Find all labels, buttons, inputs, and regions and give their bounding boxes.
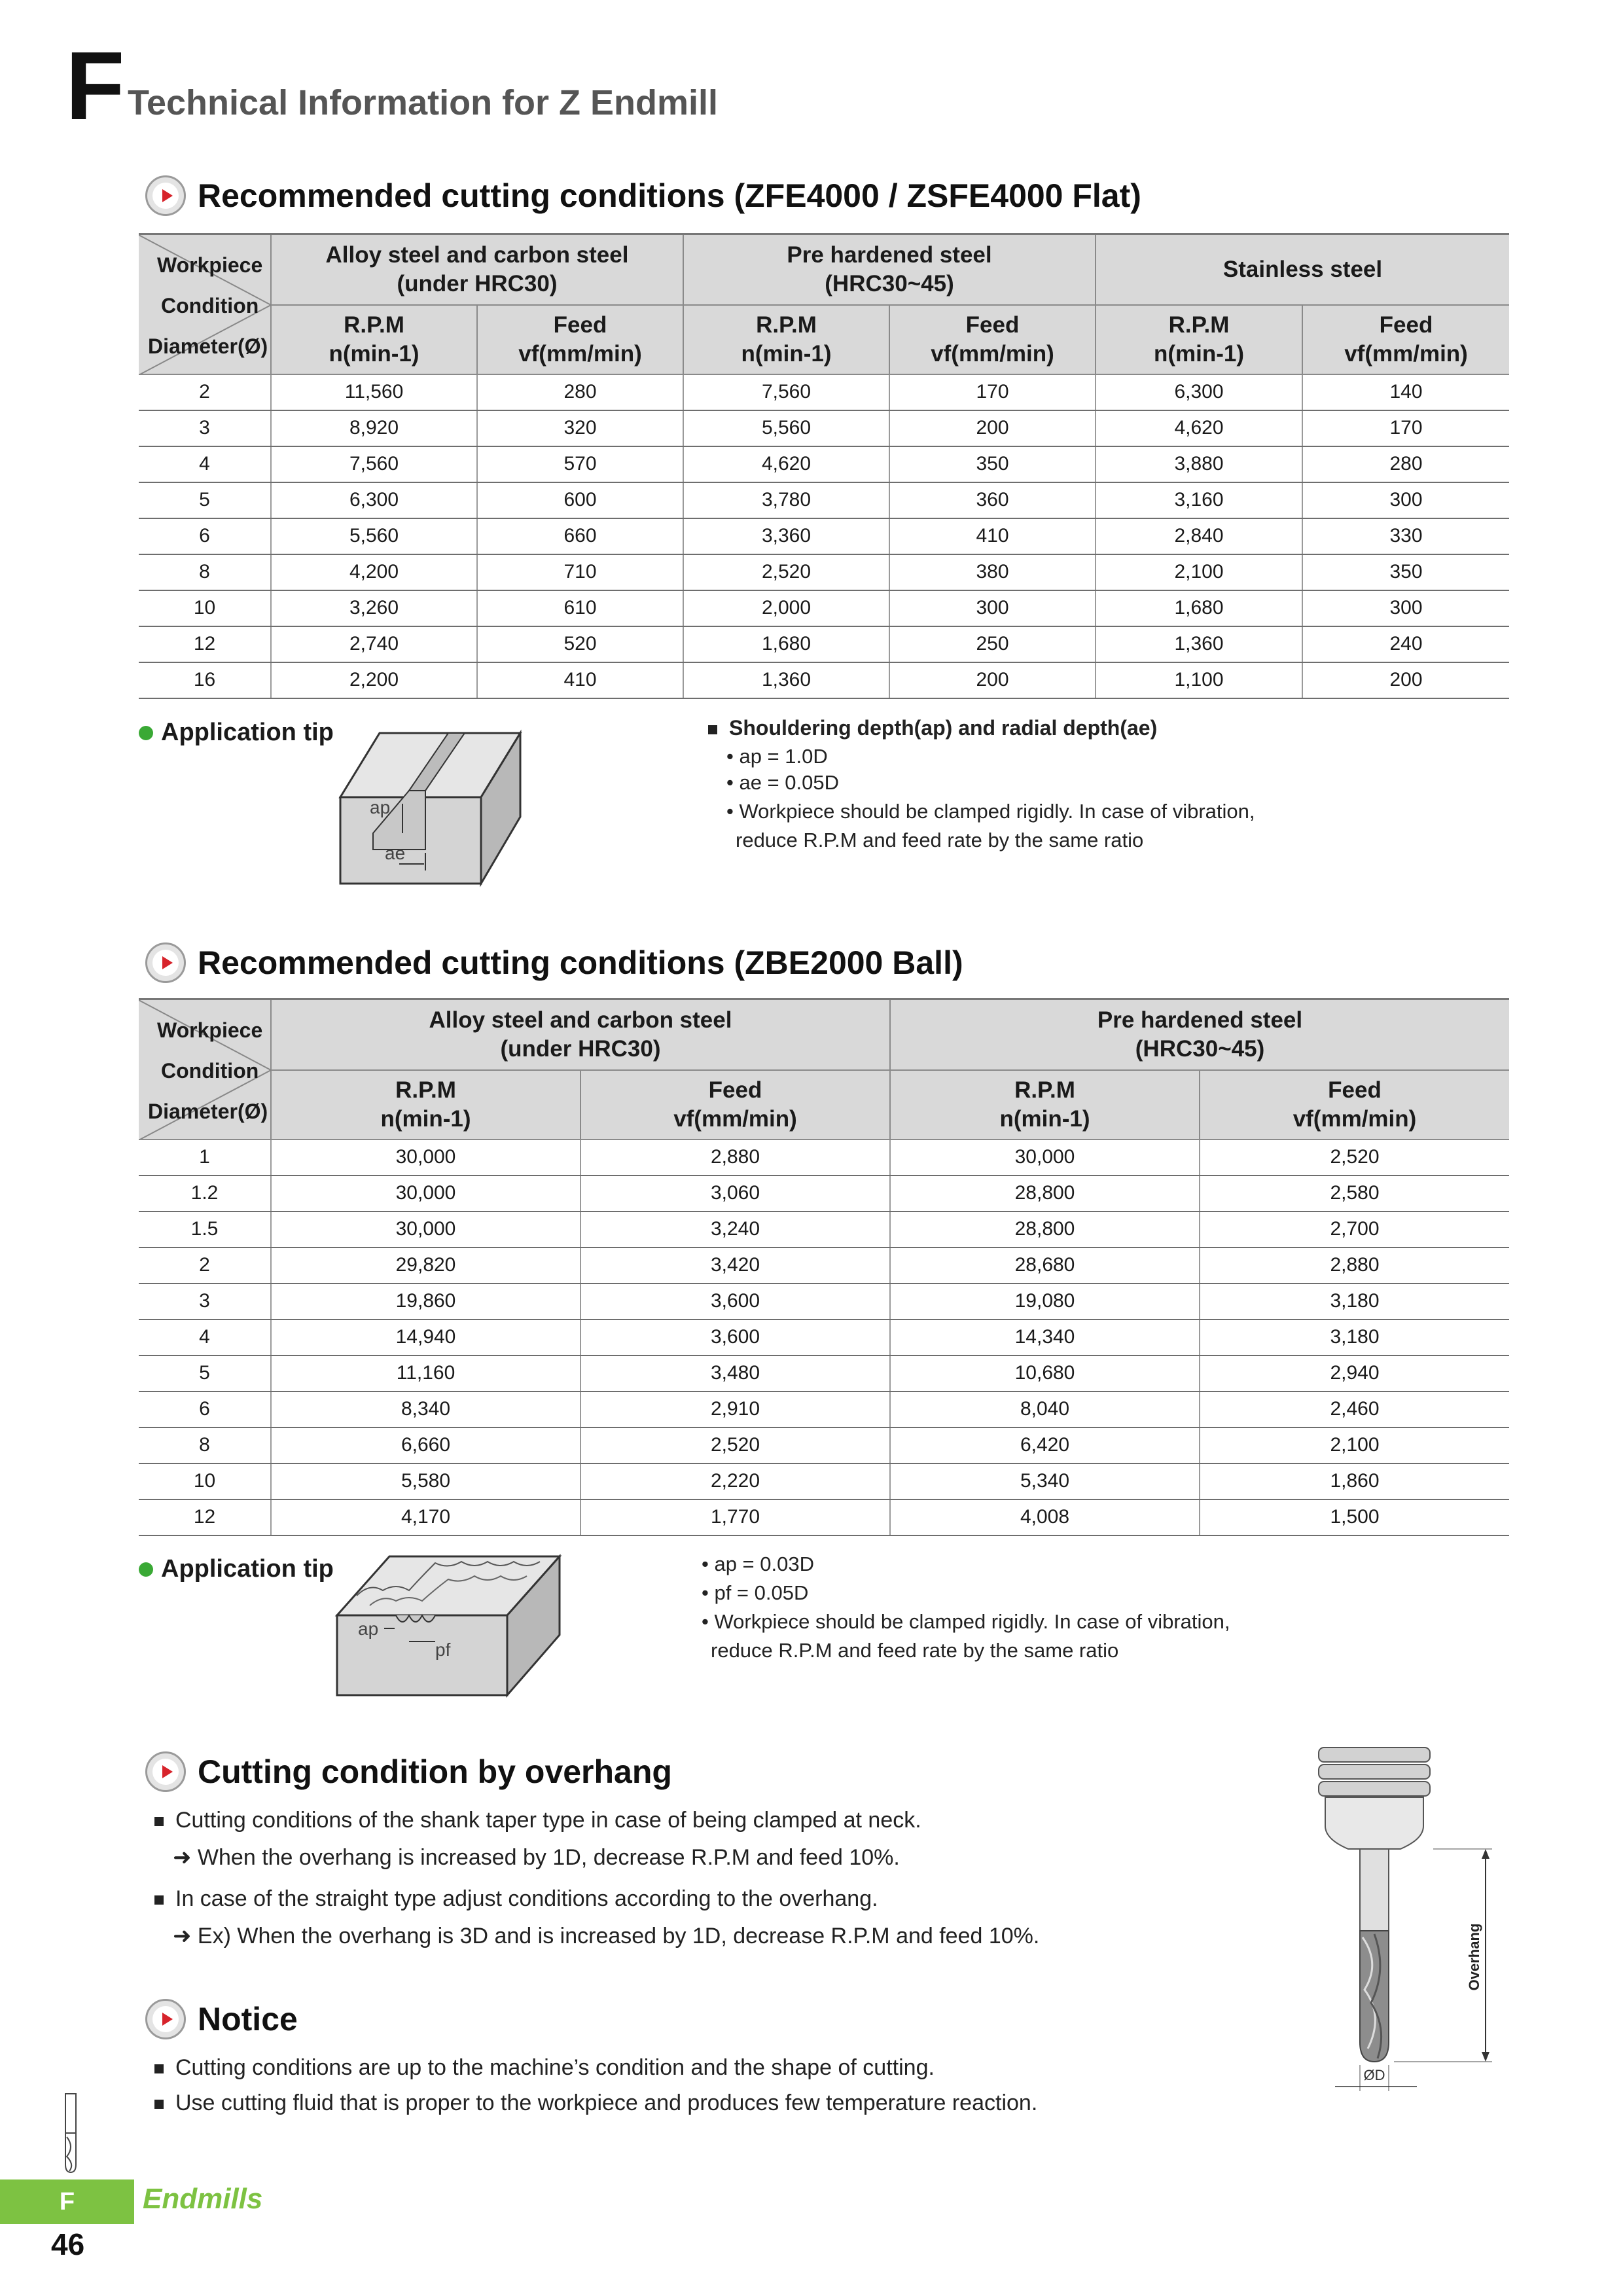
col-header-rpm-unit: n(min-1) [999,1105,1090,1132]
col-header-feed-unit: vf(mm/min) [931,340,1054,367]
value-cell: 280 [477,374,683,410]
col-header-rpm [271,1070,580,1139]
diameter-cell: 4 [139,446,271,482]
diameter-cell: 1.5 [139,1211,271,1247]
ap-label: ap [358,1619,379,1639]
ball-endmill-overhang-figure [1302,1741,1499,2108]
col-header-feed [1200,1070,1509,1139]
chapter-letter: F [65,32,125,140]
tip1-bullet: • ae = 0.05D [726,771,839,794]
col-header-rpm [890,1070,1200,1139]
value-cell: 570 [477,446,683,482]
tip1-bullet: • Workpiece should be clamped rigidly. In case of vibration, [726,800,1255,823]
col-header-rpm-label: R.P.M [344,312,404,338]
col-header-feed-unit: vf(mm/min) [1293,1105,1417,1132]
group-header [271,999,890,1070]
col-header-feed-label: Feed [965,312,1020,338]
value-cell: 10,680 [890,1355,1200,1391]
green-bullet-icon [139,1562,153,1577]
group-header-line: Pre hardened steel [1097,1007,1303,1033]
value-cell: 4,170 [271,1499,580,1535]
value-cell: 4,200 [271,554,477,590]
col-header-feed [580,1070,890,1139]
diameter-cell: 8 [139,1427,271,1463]
diameter-cell: 3 [139,1283,271,1319]
value-cell: 2,520 [580,1427,890,1463]
value-cell: 3,160 [1096,482,1302,518]
value-cell: 2,100 [1200,1427,1509,1463]
value-cell: 610 [477,590,683,626]
value-cell: 170 [1302,410,1509,446]
value-cell: 350 [1302,554,1509,590]
col-header-feed-label: Feed [553,312,607,338]
value-cell: 30,000 [271,1139,580,1175]
value-cell: 11,560 [271,374,477,410]
endmill-icon [58,2091,84,2176]
ball-milling-figure [330,1543,566,1700]
overhang-line [154,1808,921,1833]
section-overhang-title: Cutting condition by overhang [198,1753,672,1790]
tip2-bullet: • ap = 0.03D [702,1552,814,1575]
table-corner-header [139,999,271,1139]
table-row [139,590,1509,626]
table-row [139,1355,1509,1391]
value-cell: 14,340 [890,1319,1200,1355]
table-row [139,1211,1509,1247]
value-cell: 360 [889,482,1096,518]
value-cell: 300 [1302,482,1509,518]
value-cell: 1,100 [1096,662,1302,698]
section-flat-heading [145,175,1141,216]
col-header-feed-unit: vf(mm/min) [518,340,642,367]
value-cell: 2,880 [1200,1247,1509,1283]
application-tip-text: Application tip [161,719,334,746]
value-cell: 2,740 [271,626,477,662]
corner-condition: Condition [161,1059,259,1083]
value-cell: 2,200 [271,662,477,698]
value-cell: 28,680 [890,1247,1200,1283]
value-cell: 6,300 [1096,374,1302,410]
col-header-rpm [1096,305,1302,374]
value-cell: 300 [1302,590,1509,626]
value-cell: 660 [477,518,683,554]
value-cell: 320 [477,410,683,446]
play-icon [145,942,186,983]
value-cell: 30,000 [271,1211,580,1247]
diameter-cell: 2 [139,1247,271,1283]
table-row [139,1391,1509,1427]
value-cell: 2,700 [1200,1211,1509,1247]
group-header-line: Pre hardened steel [787,242,992,268]
overhang-arrow-line: ➜ Ex) When the overhang is 3D and is increased by 1D, decrease R.P.M and feed 10%. [173,1924,1040,1948]
section-ball-heading [145,942,963,983]
value-cell: 2,100 [1096,554,1302,590]
table-row [139,662,1509,698]
value-cell: 3,180 [1200,1283,1509,1319]
group-header-line: Alloy steel and carbon steel [429,1007,732,1033]
group-header-sub: (under HRC30) [397,270,558,296]
value-cell: 3,780 [683,482,889,518]
table-row [139,1499,1509,1535]
col-header-feed-label: Feed [708,1077,762,1103]
value-cell: 5,560 [683,410,889,446]
value-cell: 710 [477,554,683,590]
group-header-sub: (HRC30~45) [1135,1035,1265,1062]
col-header-rpm-unit: n(min-1) [1153,340,1245,367]
value-cell: 7,560 [271,446,477,482]
value-cell: 8,920 [271,410,477,446]
corner-workpiece: Workpiece [157,253,263,277]
overhang-line-text: Cutting conditions of the shank taper type in case of being clamped at neck. [175,1808,921,1833]
value-cell: 2,000 [683,590,889,626]
application-tip-label [139,719,334,747]
value-cell: 330 [1302,518,1509,554]
col-header-feed [1302,305,1509,374]
notice-line-text: Use cutting fluid that is proper to the workpiece and produces few temperature reaction. [175,2090,1038,2115]
value-cell: 4,008 [890,1499,1200,1535]
value-cell: 520 [477,626,683,662]
flat-conditions-table [139,233,1509,699]
value-cell: 3,600 [580,1283,890,1319]
value-cell: 30,000 [271,1175,580,1211]
notice-line [154,2055,935,2081]
value-cell: 19,860 [271,1283,580,1319]
table-row [139,1319,1509,1355]
diameter-cell: 10 [139,1463,271,1499]
group-header-sub: (under HRC30) [500,1035,661,1062]
diameter-cell: 1 [139,1139,271,1175]
value-cell: 1,500 [1200,1499,1509,1535]
table-row [139,374,1509,410]
table-row [139,482,1509,518]
tip2-bullet: • Workpiece should be clamped rigidly. In case of vibration, [702,1610,1230,1633]
value-cell: 2,580 [1200,1175,1509,1211]
overhang-arrow-line: ➜ When the overhang is increased by 1D, decrease R.P.M and feed 10%. [173,1845,900,1870]
value-cell: 30,000 [890,1139,1200,1175]
col-header-rpm-label: R.P.M [1014,1077,1075,1103]
value-cell: 3,480 [580,1355,890,1391]
value-cell: 19,080 [890,1283,1200,1319]
value-cell: 7,560 [683,374,889,410]
tip2-bullet: • pf = 0.05D [702,1581,809,1604]
value-cell: 3,880 [1096,446,1302,482]
col-header-feed-label: Feed [1379,312,1433,338]
page-title: Technical Information for Z Endmill [128,83,719,122]
table-row [139,1283,1509,1319]
group-header [683,234,1096,305]
value-cell: 1,360 [683,662,889,698]
diameter-cell: 12 [139,626,271,662]
application-tip-label [139,1555,334,1583]
value-cell: 4,620 [1096,410,1302,446]
value-cell: 200 [889,410,1096,446]
corner-workpiece: Workpiece [157,1018,263,1042]
col-header-rpm-label: R.P.M [395,1077,456,1103]
chapter-name: Endmills [143,2183,263,2215]
col-header-feed-unit: vf(mm/min) [673,1105,797,1132]
table-row [139,1463,1509,1499]
diameter-cell: 4 [139,1319,271,1355]
value-cell: 2,220 [580,1463,890,1499]
value-cell: 2,910 [580,1391,890,1427]
col-header-rpm [271,305,477,374]
table-row [139,410,1509,446]
table-row [139,626,1509,662]
table-row [139,1139,1509,1175]
table-row [139,1175,1509,1211]
value-cell: 2,880 [580,1139,890,1175]
play-icon [145,175,186,216]
group-header-sub: (HRC30~45) [825,270,954,296]
value-cell: 1,680 [683,626,889,662]
table-row [139,446,1509,482]
pf-label: pf [435,1640,451,1660]
green-bullet-icon [139,726,153,740]
value-cell: 2,840 [1096,518,1302,554]
section-ball-title: Recommended cutting conditions (ZBE2000 Ball) [198,944,963,981]
value-cell: 3,240 [580,1211,890,1247]
value-cell: 140 [1302,374,1509,410]
value-cell: 6,300 [271,482,477,518]
value-cell: 1,770 [580,1499,890,1535]
value-cell: 410 [477,662,683,698]
value-cell: 3,060 [580,1175,890,1211]
group-header [890,999,1509,1070]
value-cell: 300 [889,590,1096,626]
group-header-line: Stainless steel [1222,256,1383,282]
table-row [139,1247,1509,1283]
value-cell: 380 [889,554,1096,590]
col-header-rpm-unit: n(min-1) [741,340,832,367]
value-cell: 6,660 [271,1427,580,1463]
value-cell: 28,800 [890,1211,1200,1247]
value-cell: 2,520 [683,554,889,590]
diameter-cell: 16 [139,662,271,698]
col-header-rpm-label: R.P.M [756,312,817,338]
value-cell: 3,360 [683,518,889,554]
value-cell: 5,560 [271,518,477,554]
diameter-cell: 3 [139,410,271,446]
value-cell: 8,040 [890,1391,1200,1427]
ap-label: ap [370,797,391,817]
col-header-feed [889,305,1096,374]
overhang-label: Overhang [1466,1923,1482,1991]
diameter-cell: 6 [139,1391,271,1427]
ball-conditions-table [139,998,1509,1536]
value-cell: 1,360 [1096,626,1302,662]
value-cell: 28,800 [890,1175,1200,1211]
col-header-feed-unit: vf(mm/min) [1344,340,1468,367]
chapter-tab: F [0,2179,134,2224]
tip2-bullet-cont: reduce R.P.M and feed rate by the same ratio [711,1639,1119,1662]
diameter-cell: 5 [139,482,271,518]
diameter-cell: 1.2 [139,1175,271,1211]
value-cell: 3,260 [271,590,477,626]
value-cell: 8,340 [271,1391,580,1427]
diameter-cell: 10 [139,590,271,626]
corner-diameter: Diameter(Ø) [148,334,268,358]
tip1-bullet-cont: reduce R.P.M and feed rate by the same ratio [736,829,1144,852]
shoulder-milling-figure [334,719,533,889]
tip2-text-block [702,1550,1230,1665]
table-row [139,554,1509,590]
value-cell: 240 [1302,626,1509,662]
table-row [139,1427,1509,1463]
overhang-line-text: In case of the straight type adjust conditions according to the overhang. [175,1886,878,1911]
play-icon [145,1999,186,2039]
value-cell: 2,460 [1200,1391,1509,1427]
value-cell: 1,860 [1200,1463,1509,1499]
group-header [1096,234,1509,305]
notice-line [154,2090,1037,2116]
tip1-bullet: • ap = 1.0D [726,745,828,768]
diameter-cell: 8 [139,554,271,590]
corner-diameter: Diameter(Ø) [148,1100,268,1123]
diameter-label: ØD [1363,2067,1385,2083]
value-cell: 2,520 [1200,1139,1509,1175]
value-cell: 29,820 [271,1247,580,1283]
value-cell: 250 [889,626,1096,662]
value-cell: 5,340 [890,1463,1200,1499]
diameter-cell: 2 [139,374,271,410]
section-notice-heading [145,1999,298,2039]
section-notice-title: Notice [198,2001,298,2037]
section-overhang-heading [145,1751,672,1792]
group-header [271,234,683,305]
value-cell: 2,940 [1200,1355,1509,1391]
diameter-cell: 12 [139,1499,271,1535]
value-cell: 200 [889,662,1096,698]
play-icon [145,1751,186,1792]
group-header-line: Alloy steel and carbon steel [325,242,629,268]
corner-condition: Condition [161,294,259,317]
value-cell: 200 [1302,662,1509,698]
tip1-heading-text: Shouldering depth(ap) and radial depth(ae) [729,716,1158,740]
col-header-feed-label: Feed [1328,1077,1382,1103]
diameter-cell: 5 [139,1355,271,1391]
value-cell: 410 [889,518,1096,554]
value-cell: 350 [889,446,1096,482]
value-cell: 280 [1302,446,1509,482]
value-cell: 14,940 [271,1319,580,1355]
tip1-text-block [708,713,1255,855]
flat-table-body [139,374,1509,698]
ae-label: ae [385,843,406,863]
value-cell: 4,620 [683,446,889,482]
value-cell: 600 [477,482,683,518]
ball-table-body [139,1139,1509,1535]
page-number: 46 [51,2227,85,2261]
col-header-feed [477,305,683,374]
value-cell: 11,160 [271,1355,580,1391]
col-header-rpm-unit: n(min-1) [380,1105,471,1132]
tip1-heading [708,713,1255,742]
section-flat-title: Recommended cutting conditions (ZFE4000 / ZSFE4000 Flat) [198,177,1141,214]
col-header-rpm-unit: n(min-1) [329,340,419,367]
value-cell: 170 [889,374,1096,410]
overhang-line [154,1886,878,1912]
value-cell: 6,420 [890,1427,1200,1463]
value-cell: 3,600 [580,1319,890,1355]
value-cell: 5,580 [271,1463,580,1499]
value-cell: 3,180 [1200,1319,1509,1355]
value-cell: 3,420 [580,1247,890,1283]
table-row [139,518,1509,554]
col-header-rpm [683,305,889,374]
col-header-rpm-label: R.P.M [1168,312,1230,338]
application-tip-text: Application tip [161,1555,334,1583]
table-corner-header [139,234,271,374]
diameter-cell: 6 [139,518,271,554]
value-cell: 1,680 [1096,590,1302,626]
notice-line-text: Cutting conditions are up to the machine’s condition and the shape of cutting. [175,2055,935,2080]
